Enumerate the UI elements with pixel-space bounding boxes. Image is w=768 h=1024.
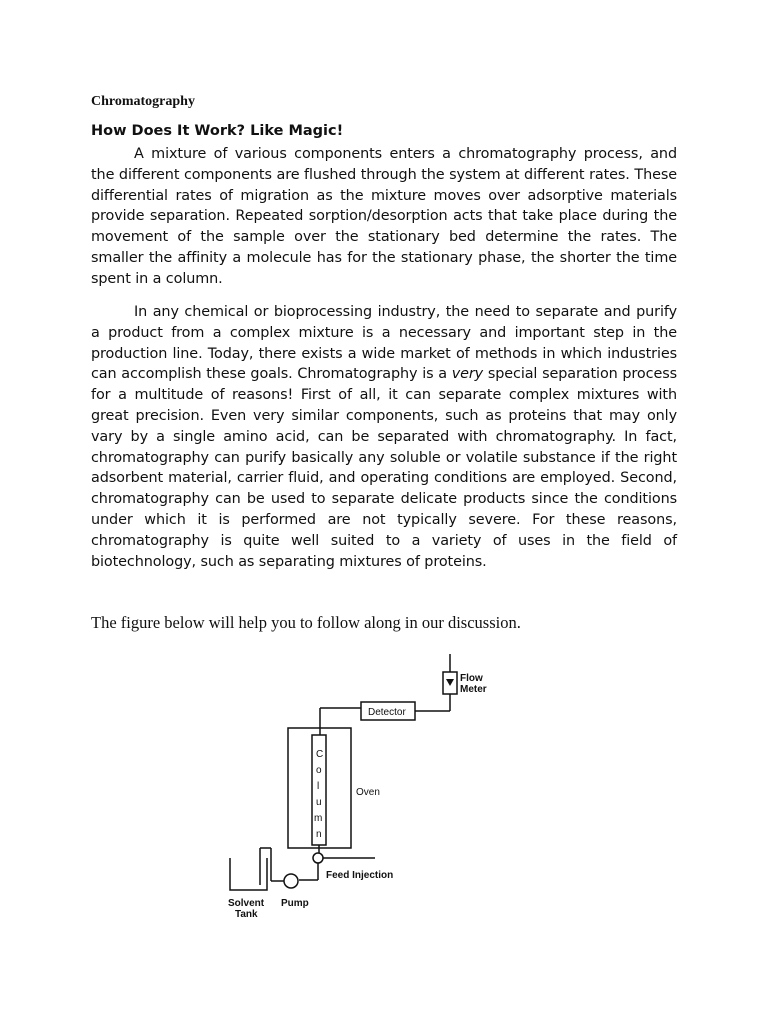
column-letter-3: l [317, 781, 320, 792]
oven-label: Oven [356, 787, 380, 798]
column-letter-5: m [314, 813, 323, 824]
figure-caption: The figure below will help you to follow along in our discussion. [91, 613, 521, 632]
column-letter-4: u [316, 797, 322, 808]
pump-circle [284, 874, 298, 888]
document-title: Chromatography [91, 94, 195, 109]
feed-injection-label: Feed Injection [326, 870, 394, 881]
injection-valve [313, 853, 323, 863]
pump-label: Pump [281, 898, 309, 909]
flow-meter-label-1: Flow [460, 673, 483, 684]
paragraph-2-text-a: In any chemical or bioprocessing industry, the need to separate and purify a product from a complex mixture is a necessary and important step in the production line. Today, there exists a wide market of methods in which industries can accomplish these goals. Chromatography is a [91, 304, 677, 383]
detector-label: Detector [368, 707, 406, 718]
section-subtitle: How Does It Work? Like Magic! [91, 123, 344, 139]
paragraph-2-emphasis: very [451, 366, 484, 383]
solvent-tank-label-1: Solvent [228, 898, 265, 909]
paragraph-1: A mixture of various components enters a chromatography process, and the different components are flushed through the system at different rates. These differential rates of migration as the mixture moves over adsorptive materials provide separation. Repeated sorption/desorption acts that take place during the movement of the sample over the stationary bed determine the rates. The smaller the affinity a molecule has for the stationary phase, the shorter the time spent in a column. [91, 146, 677, 287]
solvent-tank-label-2: Tank [235, 909, 258, 920]
column-letter-2: o [316, 765, 322, 776]
flow-meter-icon [446, 679, 454, 686]
flow-meter-label-2: Meter [460, 684, 487, 695]
diagram-svg [215, 640, 515, 930]
column-letter-1: C [316, 749, 324, 760]
paragraph-2 [91, 302, 677, 572]
chromatography-diagram [215, 640, 515, 930]
solvent-tank-body [230, 858, 267, 890]
column-letter-6: n [316, 829, 322, 840]
paragraph-2-text-b: special separation process for a multitude of reasons! First of all, it can separate complex mixtures with great precision. Even very similar components, such as proteins that may only vary by a single amino acid, can be separated with chromatography. In fact, chromatography can purify basically any soluble or volatile substance if the right adsorbent material, carrier fluid, and operating conditions are employed. Second, chromatography can be used to separate delicate products since the conditions under which it is performed are not typically severe. For these reasons, chromatography is quite well suited to a variety of uses in the field of biotechnology, such as separating mixtures of proteins. [91, 366, 677, 570]
